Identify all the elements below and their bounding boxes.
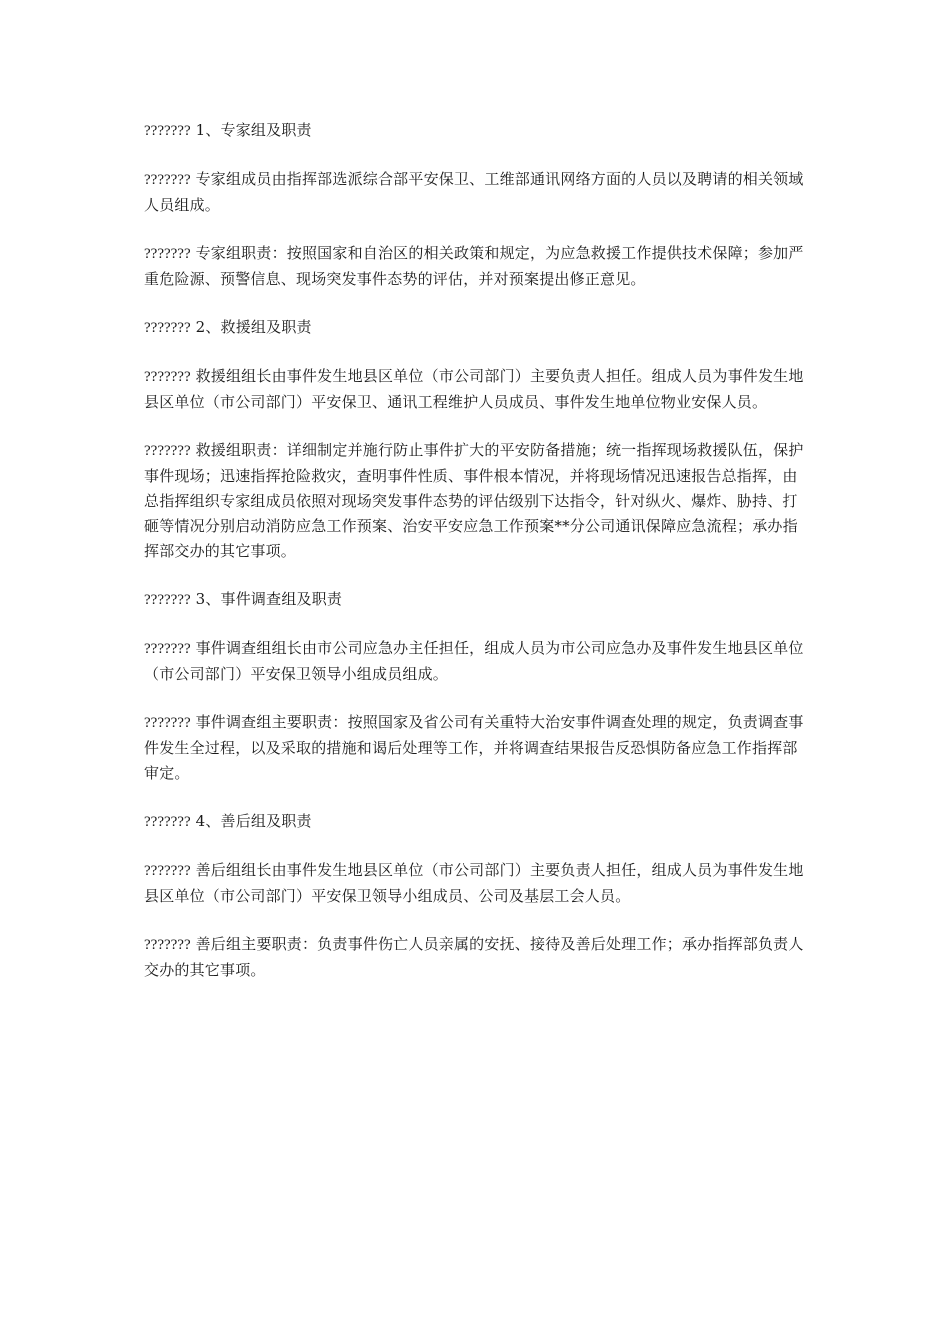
paragraph-text: 善后组主要职责：负责事件伤亡人员亲属的安抚、接待及善后处理工作；承办指挥部负责人交办的其它事项。 [144, 935, 804, 979]
paragraph-text: 2、救援组及职责 [195, 318, 312, 336]
paragraph-prefix: ??????? [144, 937, 191, 953]
paragraph-prefix: ??????? [144, 814, 191, 830]
paragraph [144, 364, 808, 415]
paragraph-text: 专家组成员由指挥部选派综合部平安保卫、工维部通讯网络方面的人员以及聘请的相关领域人员组成。 [144, 170, 804, 214]
paragraph-prefix: ??????? [144, 443, 191, 459]
paragraph-prefix: ??????? [144, 369, 191, 385]
paragraph-prefix: ??????? [144, 123, 191, 139]
paragraph-text: 专家组职责：按照国家和自治区的相关政策和规定，为应急救援工作提供技术保障；参加严重危险源、预警信息、现场突发事件态势的评估，并对预案提出修正意见。 [144, 244, 804, 288]
paragraph [144, 167, 808, 218]
paragraph-prefix: ??????? [144, 172, 191, 188]
paragraph-text: 善后组组长由事件发生地县区单位（市公司部门）主要负责人担任，组成人员为事件发生地县区单位（市公司部门）平安保卫领导小组成员、公司及基层工会人员。 [144, 861, 804, 905]
paragraph [144, 858, 808, 909]
paragraph-prefix: ??????? [144, 863, 191, 879]
paragraph [144, 241, 808, 292]
paragraph-prefix: ??????? [144, 246, 191, 262]
paragraph-text: 救援组组长由事件发生地县区单位（市公司部门）主要负责人担任。组成人员为事件发生地县区单位（市公司部门）平安保卫、通讯工程维护人员成员、事件发生地单位物业安保人员。 [144, 367, 804, 411]
section-heading-investigation-group [144, 587, 808, 613]
paragraph [144, 438, 808, 564]
paragraph-text: 事件调查组主要职责：按照国家及省公司有关重特大治安事件调查处理的规定，负责调查事件发生全过程，以及采取的措施和谒后处理等工作，并将调查结果报告反恐惧防备应急工作指挥部审定。 [144, 713, 804, 782]
paragraph-text: 4、善后组及职责 [195, 812, 312, 830]
paragraph-prefix: ??????? [144, 715, 191, 731]
paragraph-prefix: ??????? [144, 320, 191, 336]
section-heading-expert-group [144, 118, 808, 144]
document-body [144, 118, 808, 1006]
paragraph-text: 1、专家组及职责 [195, 121, 312, 139]
section-heading-aftermath-group [144, 809, 808, 835]
paragraph-prefix: ??????? [144, 641, 191, 657]
paragraph [144, 710, 808, 786]
section-heading-rescue-group [144, 315, 808, 341]
paragraph-prefix: ??????? [144, 592, 191, 608]
paragraph-text: 3、事件调查组及职责 [195, 590, 343, 608]
paragraph-text: 事件调查组组长由市公司应急办主任担任，组成人员为市公司应急办及事件发生地县区单位（市公司部门）平安保卫领导小组成员组成。 [144, 639, 804, 683]
paragraph-text: 救援组职责：详细制定并施行防止事件扩大的平安防备措施；统一指挥现场救援队伍，保护事件现场；迅速指挥抢险救灾，查明事件性质、事件根本情况，并将现场情况迅速报告总指挥，由总指挥组织专家组成员依照对现场突发事件态势的评估级别下达指令，针对纵火、爆炸、胁持、打砸等情况分别启动消防应急工作预案、治安平安应急工作预案**分公司通讯保障应急流程；承办指挥部交办的其它事项。 [144, 441, 804, 560]
paragraph [144, 932, 808, 983]
paragraph [144, 636, 808, 687]
